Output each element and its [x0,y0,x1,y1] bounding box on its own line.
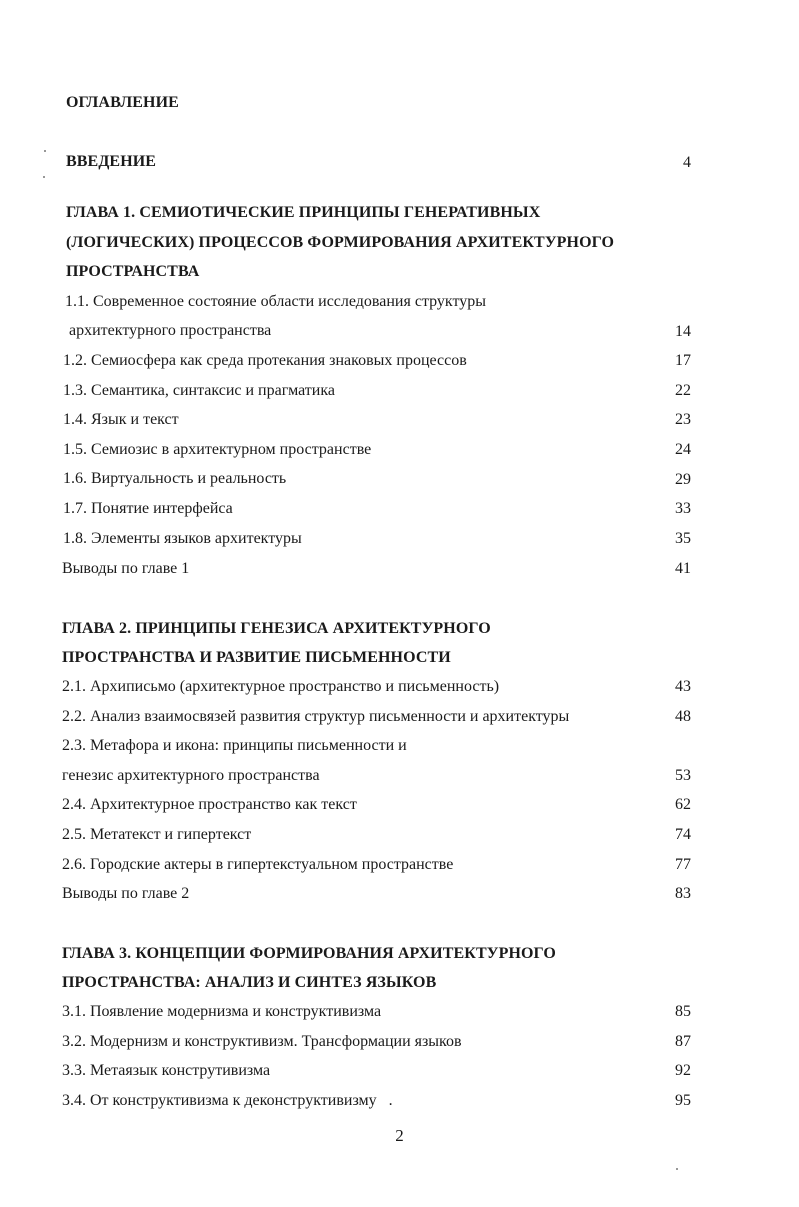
toc-item-3-3: 3.3. Метаязык конструтивизма [62,1062,271,1079]
toc-item-1-7: 1.7. Понятие интерфейса [63,500,233,517]
toc-item-1-3: 1.3. Семантика, синтаксис и прагматика [63,382,335,399]
toc-item-1-1-line1: 1.1. Современное состояние области исследования структуры [65,293,487,310]
scan-speck [43,176,45,178]
chapter1-heading-line1: ГЛАВА 1. СЕМИОТИЧЕСКИЕ ПРИНЦИПЫ ГЕНЕРАТИВНЫХ [66,204,541,221]
chapter1-heading-line2: (ЛОГИЧЕСКИХ) ПРОЦЕССОВ ФОРМИРОВАНИЯ АРХИТЕКТУРНОГО [66,234,615,251]
toc-item-2-3-line1: 2.3. Метафора и икона: принципы письменности и [62,737,407,754]
toc-chapter1-conclusions-page: 41 [675,560,691,577]
toc-item-3-3-page: 92 [675,1062,691,1079]
toc-item-1-5-page: 24 [675,441,691,458]
toc-item-3-4: 3.4. От конструктивизма к деконструктивизму . [62,1092,393,1109]
toc-item-2-3-line2: генезис архитектурного пространства [62,767,320,784]
scan-speck [676,1168,678,1170]
toc-item-2-4: 2.4. Архитектурное пространство как текст [62,796,357,813]
toc-item-2-1-page: 43 [675,678,691,695]
toc-item-3-4-page: 95 [675,1092,691,1109]
toc-item-3-1: 3.1. Появление модернизма и конструктивизма [62,1003,382,1020]
toc-item-3-1-page: 85 [675,1003,691,1020]
toc-item-2-6: 2.6. Городские актеры в гипертекстуальном пространстве [62,856,454,873]
toc-item-1-6-page: 29 [675,471,691,488]
toc-item-2-5: 2.5. Метатекст и гипертекст [62,826,252,843]
toc-item-3-2-page: 87 [675,1033,691,1050]
toc-item-1-1-line2: архитектурного пространства [69,322,272,339]
chapter2-heading-line1: ГЛАВА 2. ПРИНЦИПЫ ГЕНЕЗИСА АРХИТЕКТУРНОГО [62,620,491,637]
toc-item-2-5-page: 74 [675,826,691,843]
toc-item-1-7-page: 33 [675,500,691,517]
toc-item-1-6: 1.6. Виртуальность и реальность [63,470,287,487]
chapter3-heading-line1: ГЛАВА 3. КОНЦЕПЦИИ ФОРМИРОВАНИЯ АРХИТЕКТУРНОГО [62,945,556,962]
toc-item-3-2: 3.2. Модернизм и конструктивизм. Трансформации языков [62,1033,462,1050]
toc-item-2-4-page: 62 [675,796,691,813]
toc-item-1-2: 1.2. Семиосфера как среда протекания знаковых процессов [63,352,467,369]
toc-item-2-3-page: 53 [675,767,691,784]
toc-item-1-8: 1.8. Элементы языков архитектуры [63,530,302,547]
intro-page: 4 [683,154,691,171]
page-number: 2 [395,1126,404,1145]
toc-title: ОГЛАВЛЕНИЕ [66,94,179,111]
toc-chapter2-conclusions-page: 83 [675,885,691,902]
toc-chapter1-conclusions: Выводы по главе 1 [62,560,190,577]
toc-item-1-5: 1.5. Семиозис в архитектурном пространстве [63,441,372,458]
toc-item-2-6-page: 77 [675,856,691,873]
toc-item-2-2: 2.2. Анализ взаимосвязей развития структур письменности и архитектуры [62,708,570,725]
chapter2-heading-line2: ПРОСТРАНСТВА И РАЗВИТИЕ ПИСЬМЕННОСТИ [62,649,451,666]
toc-item-1-3-page: 22 [675,382,691,399]
toc-item-1-4-page: 23 [675,411,691,428]
toc-item-1-1-page: 14 [675,323,691,340]
toc-item-1-4: 1.4. Язык и текст [63,411,179,428]
toc-item-2-2-page: 48 [675,708,691,725]
toc-item-2-1: 2.1. Архиписьмо (архитектурное пространство и письменность) [62,678,500,695]
intro-label: ВВЕДЕНИЕ [66,153,157,170]
chapter3-heading-line2: ПРОСТРАНСТВА: АНАЛИЗ И СИНТЕЗ ЯЗЫКОВ [62,974,437,991]
scan-speck [44,150,46,152]
chapter1-heading-line3: ПРОСТРАНСТВА [66,263,200,280]
toc-item-1-8-page: 35 [675,530,691,547]
toc-chapter2-conclusions: Выводы по главе 2 [62,885,190,902]
toc-item-1-2-page: 17 [675,352,691,369]
